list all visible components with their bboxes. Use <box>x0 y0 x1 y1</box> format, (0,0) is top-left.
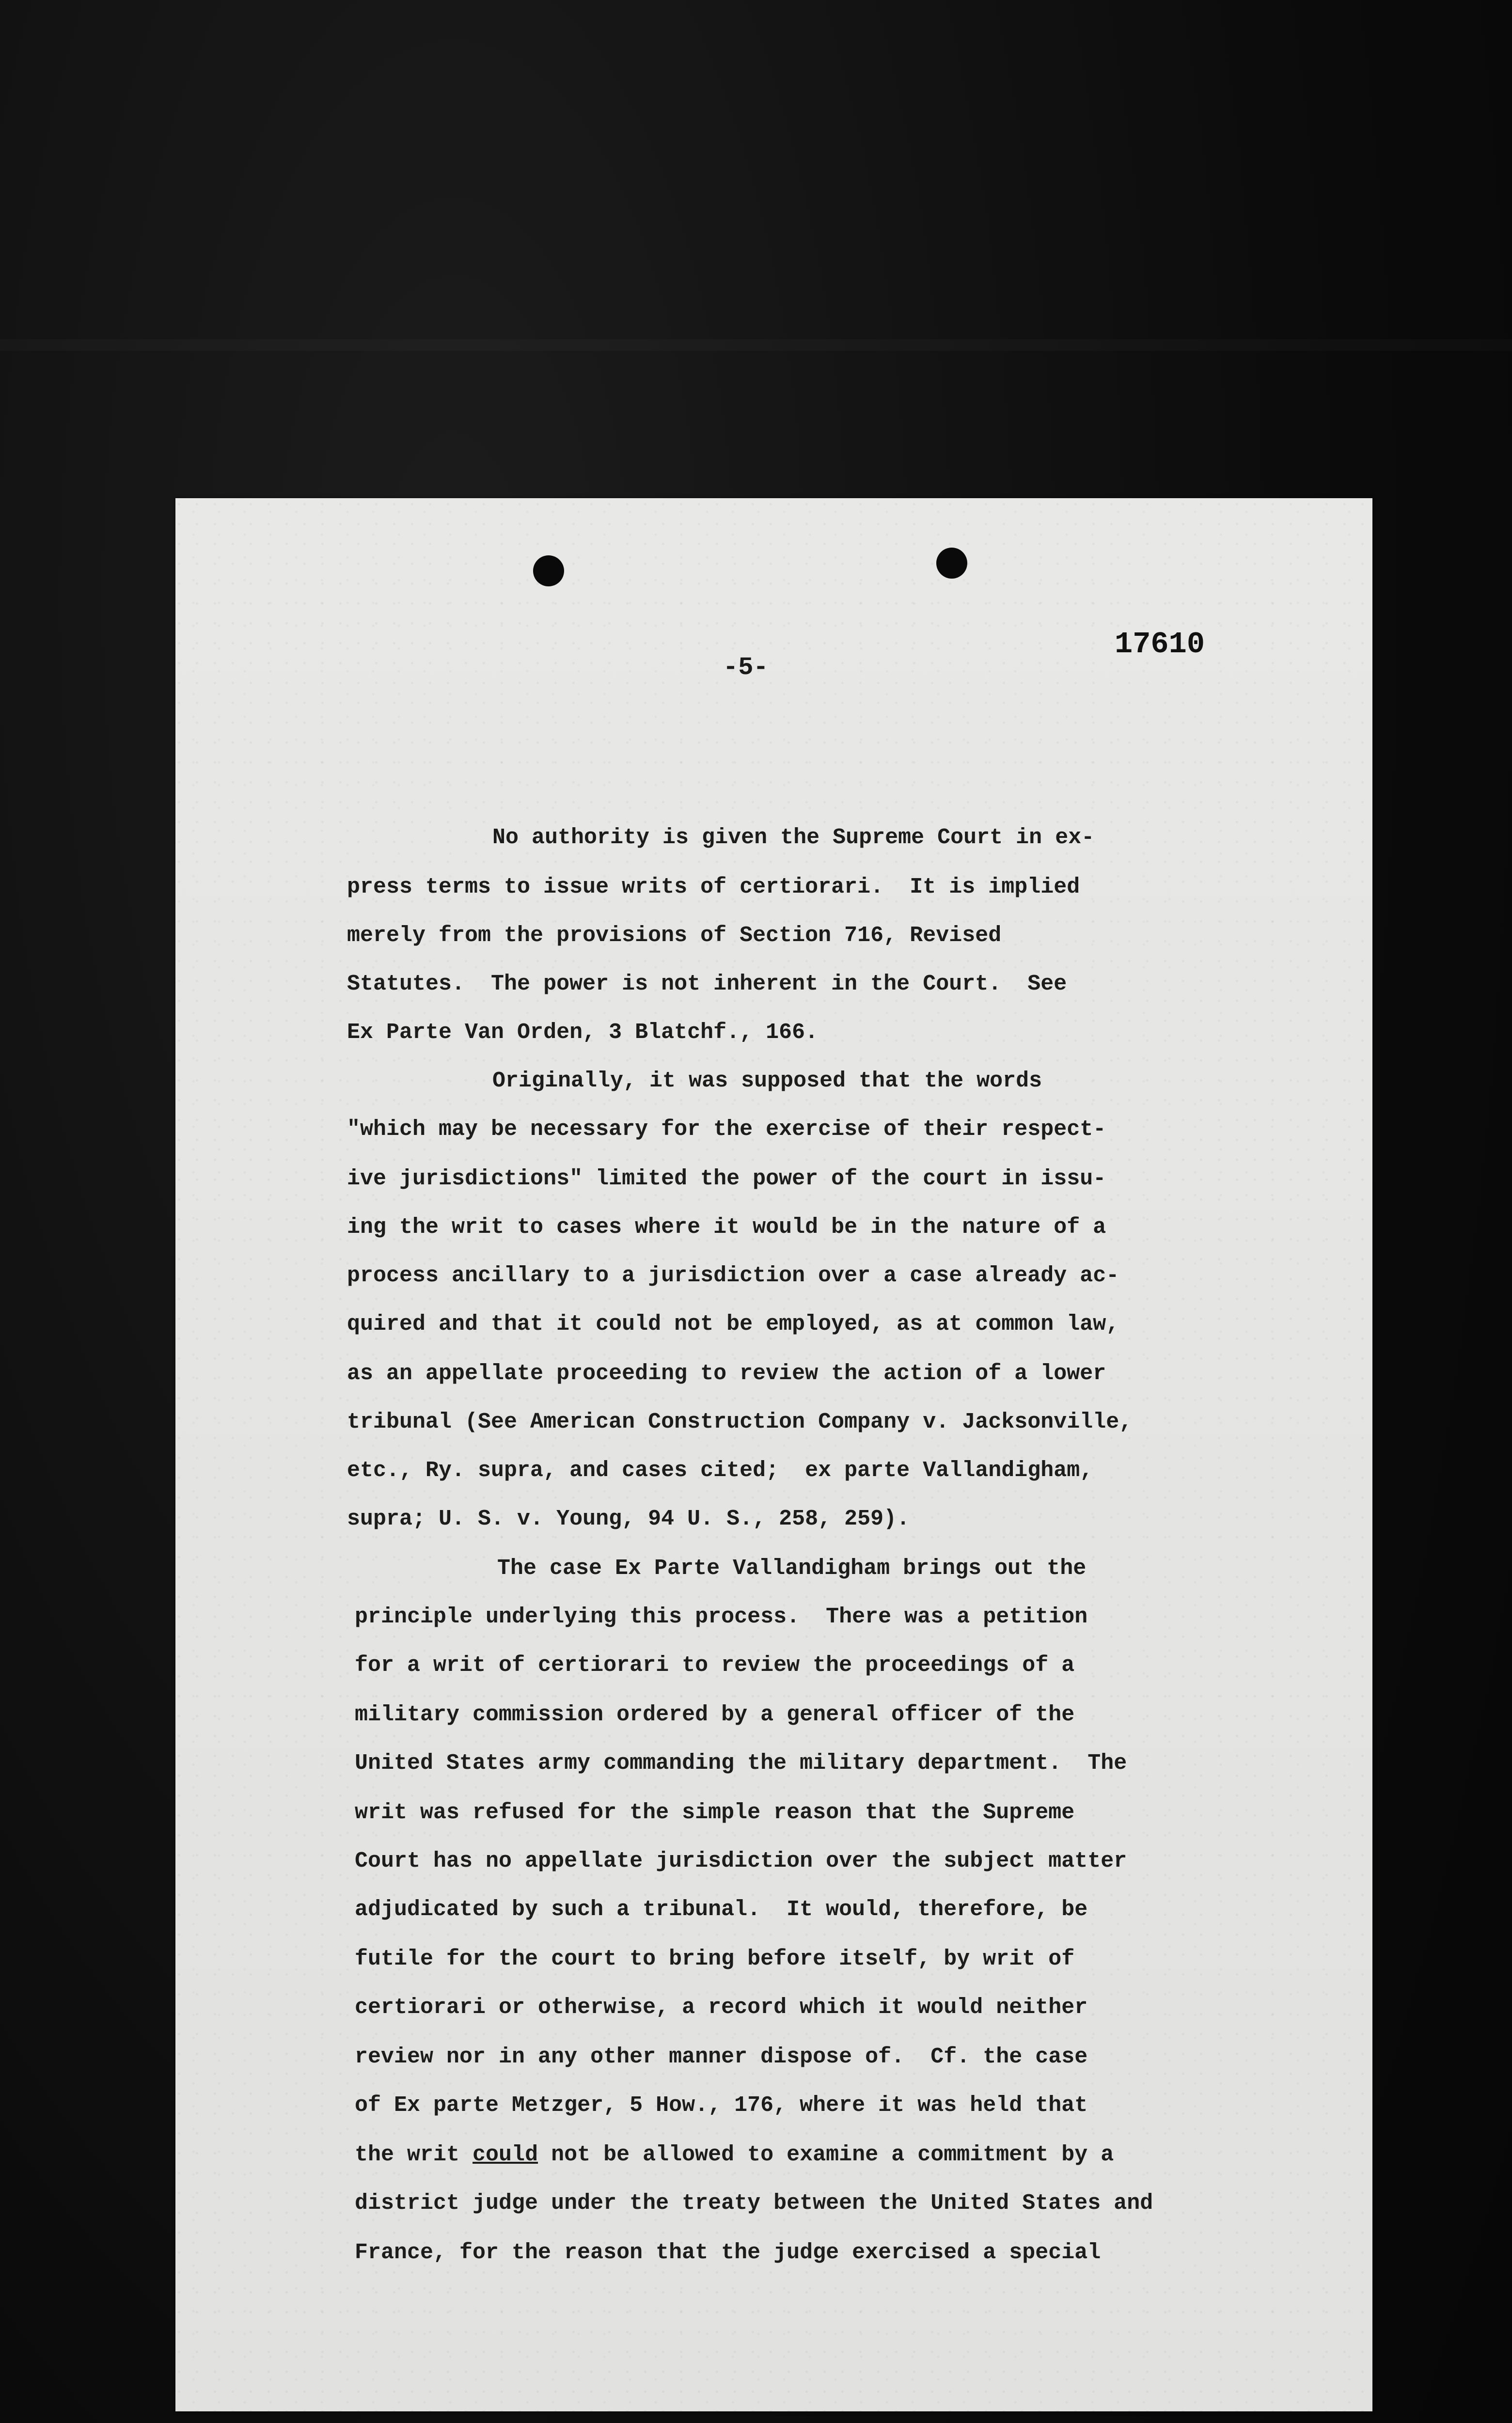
underlined-word: could <box>472 2142 538 2167</box>
document-number: 17610 <box>1115 627 1205 661</box>
text-line: "which may be necessary for the exercise of their respect- <box>347 1117 1106 1142</box>
text-line: etc., Ry. supra, and cases cited; ex parte Vallandigham, <box>347 1458 1093 1483</box>
text-line: principle underlying this process. There was a petition <box>355 1605 1088 1629</box>
film-stripe <box>0 339 1512 351</box>
text-line: press terms to issue writs of certiorari. It is implied <box>347 875 1080 899</box>
text-line: Court has no appellate jurisdiction over the subject matter <box>355 1849 1127 1873</box>
text-line: futile for the court to bring before itself, by writ of <box>355 1947 1075 1971</box>
text-line: writ was refused for the simple reason that the Supreme <box>355 1800 1075 1825</box>
text-line: for a writ of certiorari to review the proceedings of a <box>355 1653 1075 1678</box>
text-line: ive jurisdictions" limited the power of the court in issu- <box>347 1166 1106 1191</box>
text-line: No authority is given the Supreme Court in ex- <box>492 825 1095 850</box>
text-line: tribunal (See American Construction Company v. Jacksonville, <box>347 1410 1133 1434</box>
text-segment: not be allowed to examine a commitment by a <box>538 2142 1114 2167</box>
text-line: certiorari or otherwise, a record which it would neither <box>355 1995 1088 2020</box>
text-line: Statutes. The power is not inherent in the Court. See <box>347 972 1067 996</box>
text-line: as an appellate proceeding to review the action of a lower <box>347 1361 1106 1386</box>
text-line: ing the writ to cases where it would be in the nature of a <box>347 1215 1106 1240</box>
text-line: military commission ordered by a general officer of the <box>355 1702 1075 1727</box>
text-line: review nor in any other manner dispose of. Cf. the case <box>355 2045 1088 2069</box>
text-line: district judge under the treaty between the United States and <box>355 2191 1153 2216</box>
text-line <box>355 2144 1114 2166</box>
document-page <box>175 498 1372 2411</box>
text-line: process ancillary to a jurisdiction over a case already ac- <box>347 1263 1119 1288</box>
text-line: United States army commanding the military department. The <box>355 1751 1127 1776</box>
text-line: Originally, it was supposed that the words <box>492 1069 1042 1093</box>
text-line: supra; U. S. v. Young, 94 U. S., 258, 259). <box>347 1507 910 1531</box>
text-line: quired and that it could not be employed, as at common law, <box>347 1312 1119 1337</box>
text-line: of Ex parte Metzger, 5 How., 176, where it was held that <box>355 2093 1088 2118</box>
text-line: adjudicated by such a tribunal. It would, therefore, be <box>355 1897 1088 1922</box>
page-number: -5- <box>723 653 769 682</box>
text-line: Ex Parte Van Orden, 3 Blatchf., 166. <box>347 1020 819 1045</box>
text-segment: the writ <box>355 2142 473 2167</box>
text-line: merely from the provisions of Section 716, Revised <box>347 923 1002 948</box>
text-line: The case Ex Parte Vallandigham brings out the <box>497 1556 1087 1581</box>
typed-text-body <box>175 498 1372 2411</box>
text-line: France, for the reason that the judge exercised a special <box>355 2240 1101 2265</box>
